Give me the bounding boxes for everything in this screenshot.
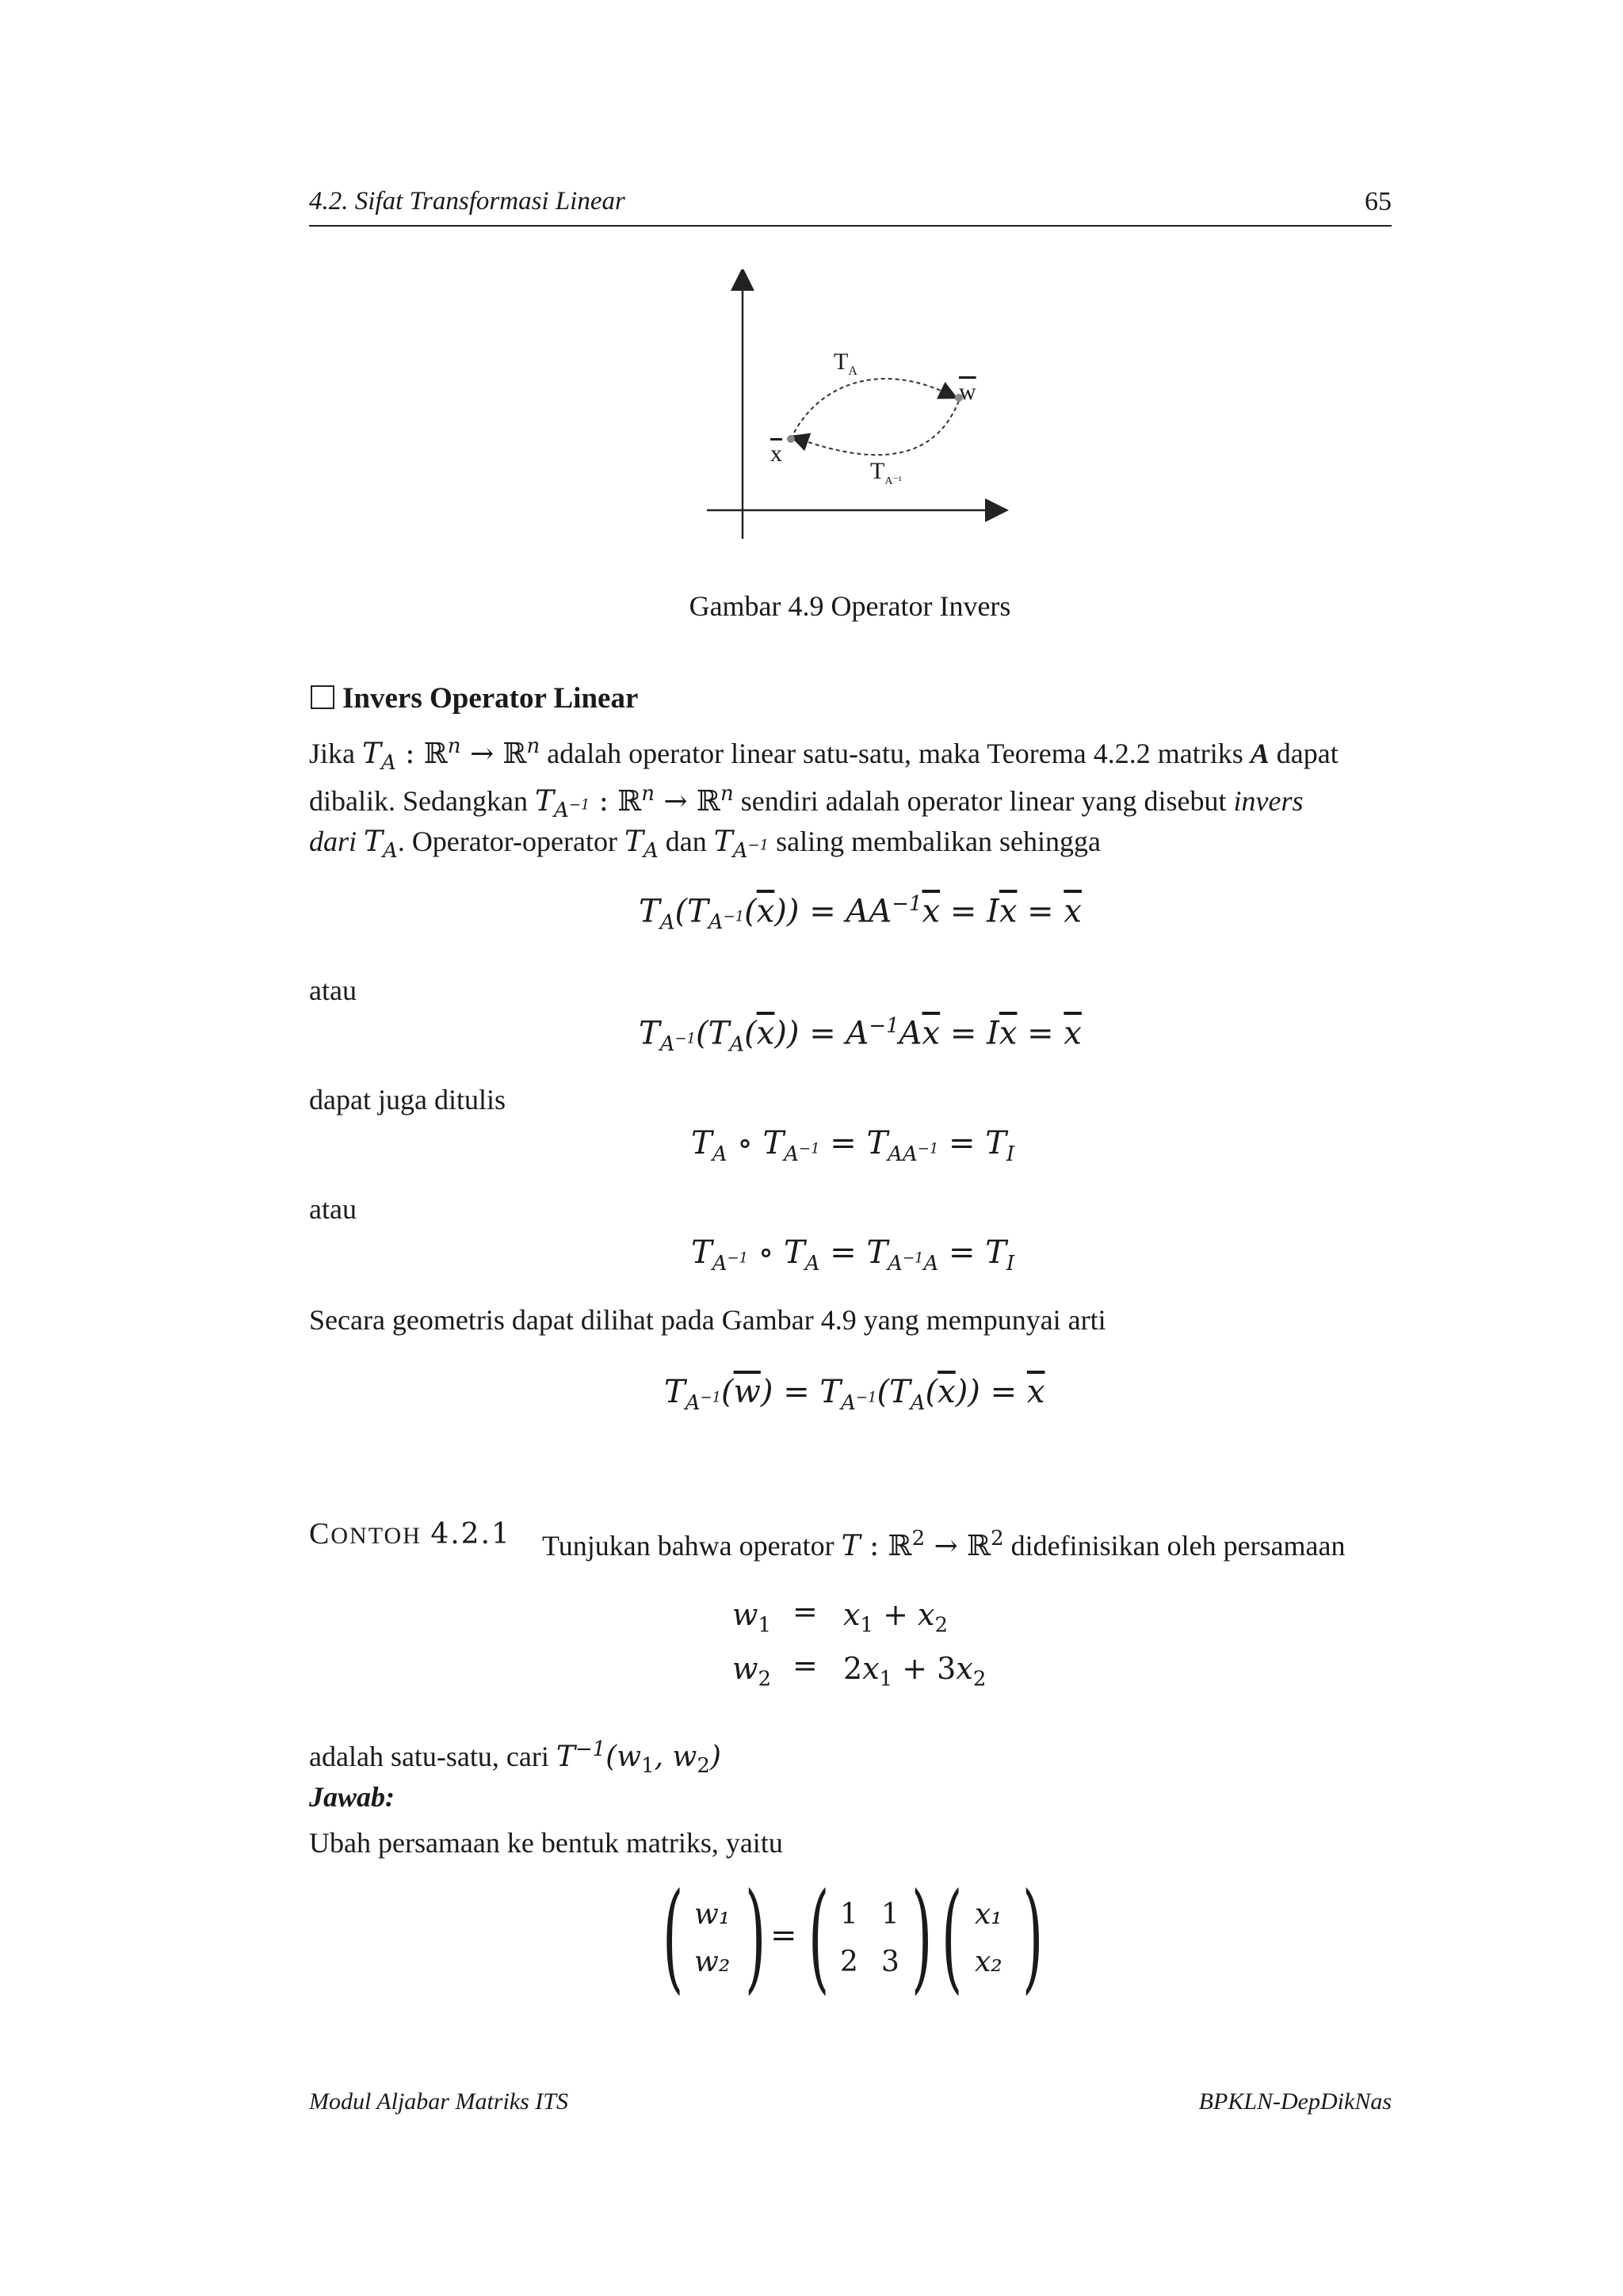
text-dapat-juga-ditulis: dapat juga ditulis xyxy=(309,1084,506,1116)
system-eq-1: $w_1$ xyxy=(732,1597,772,1638)
page-number: 65 xyxy=(1365,187,1392,216)
text-secara-geometris: Secara geometris dapat dilihat pada Gambar 4.9 yang mempunyai arti xyxy=(309,1304,1106,1336)
equation-3: $T_A$ ∘ $T_{A^{-1}} = T_{AA^{-1}} = T_I$ xyxy=(691,1125,1015,1166)
figure-caption: Gambar 4.9 Operator Invers xyxy=(689,590,1011,622)
running-header: 4.2. Sifat Transformasi Linear xyxy=(309,187,625,215)
arc-ta xyxy=(791,379,949,439)
section-heading: Invers Operator Linear xyxy=(311,681,638,715)
paragraph-line-3: dari $T_A$. Operator-operator $T_A$ dan $T_{A^{-1}}$ saling membalikan sehingga xyxy=(309,826,1101,864)
text-atau-2: atau xyxy=(309,1193,357,1225)
matrix-a-11: 1 xyxy=(840,1898,858,1931)
text-atau-1: atau xyxy=(309,974,357,1006)
matrix-a-22: 3 xyxy=(881,1946,899,1978)
inverse-operator-figure xyxy=(697,269,1014,555)
arc-ta-inverse xyxy=(799,401,959,455)
equation-2: $T_{A^{-1}}(T_A(\overline{x})) = A^{-1}A\overline{x} = I\overline{x} = \overline{x}$ xyxy=(639,1014,1082,1057)
figure-label-x: $\overline{x}$ xyxy=(770,441,782,467)
figure-label-w: $\overline{w}$ xyxy=(959,379,976,405)
equation-4: $T_{A^{-1}}$ ∘ $T_A = T_{A^{-1}A} = T_I$ xyxy=(691,1234,1015,1276)
text-jawab: Jawab: xyxy=(309,1781,395,1813)
point-x xyxy=(787,435,795,443)
system-eq-2-rhs: $2x_1 + 3x_2$ xyxy=(843,1651,987,1691)
rhs-entry-2: x₂ xyxy=(975,1946,1002,1978)
example-label: CONTOH 4.2.1 xyxy=(309,1517,511,1550)
lhs-entry-2: w₂ xyxy=(694,1946,731,1978)
header-rule xyxy=(309,225,1392,227)
system-eq-1-rhs: $x_1 + x_2$ xyxy=(843,1597,948,1638)
equation-5: $T_{A^{-1}}(\overline{w}) = T_{A^{-1}}(T_A(\overline{x})) = \overline{x}$ xyxy=(664,1374,1045,1415)
figure-label-ta-inverse: $T_{A^{-1}}$ xyxy=(870,458,903,487)
rhs-entry-1: x₁ xyxy=(975,1898,1002,1931)
system-eq-2-equals: = xyxy=(792,1648,818,1683)
matrix-a-21: 2 xyxy=(840,1946,858,1978)
paragraph-line-1: Jika $T_A$ : ℝ$^n$ → ℝ$^n$ adalah operator linear satu-satu, maka Teorema 4.2.2 matriks A dapat xyxy=(309,734,1338,776)
checkbox-square-icon xyxy=(311,685,334,709)
system-eq-1-equals: = xyxy=(792,1594,818,1629)
system-eq-2: $w_2$ xyxy=(732,1651,772,1691)
text-adalah-satu-satu: adalah satu-satu, cari $T^{-1}(w_1$, $w_2$) xyxy=(309,1737,721,1779)
figure-label-ta: $T_A$ xyxy=(834,349,857,378)
example-statement: Tunjukan bahwa operator T : ℝ$^2$ → ℝ$^2$ didefinisikan oleh persamaan xyxy=(542,1527,1346,1562)
footer-right: BPKLN-DepDikNas xyxy=(1198,2088,1392,2115)
equation-1: $T_A(T_{A^{-1}}(\overline{x})) = AA^{-1}\overline{x} = I\overline{x} = \overline{x}$ xyxy=(639,892,1082,935)
lhs-entry-1: w₁ xyxy=(694,1898,731,1931)
matrix-equals: = xyxy=(770,1917,797,1954)
paragraph-line-2: dibalik. Sedangkan $T_{A^{-1}}$ : ℝ$^n$ → ℝ$^n$ sendiri adalah operator linear yang disebut invers xyxy=(309,782,1304,823)
text-ubah-persamaan: Ubah persamaan ke bentuk matriks, yaitu xyxy=(309,1827,783,1859)
matrix-a-12: 1 xyxy=(881,1898,899,1931)
footer-left: Modul Aljabar Matriks ITS xyxy=(309,2088,568,2115)
